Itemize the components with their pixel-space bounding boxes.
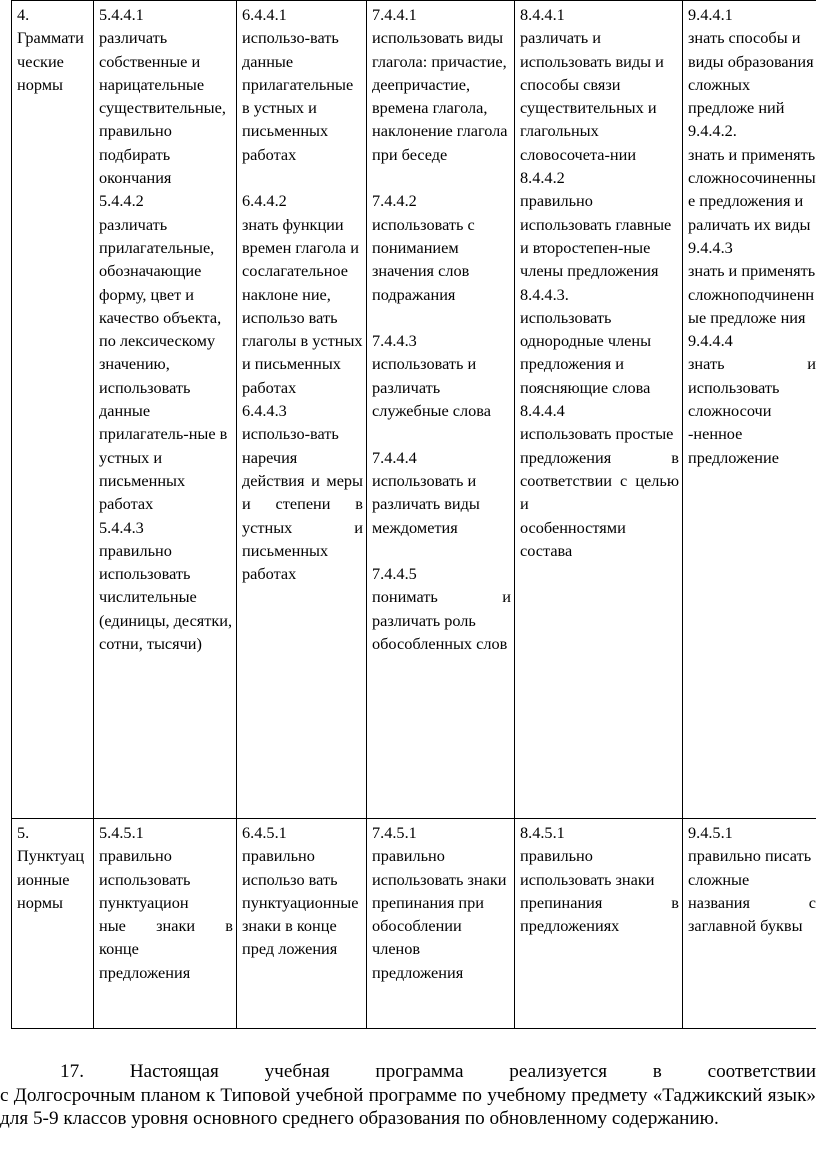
cell-grade6-punctuation: 6.4.5.1 правильно использо вать пунктуационные знаки в конце пред ложения xyxy=(237,819,367,1029)
standards-table xyxy=(11,0,816,1029)
justified-text: ные знаки в xyxy=(99,916,233,936)
program-note xyxy=(0,1060,816,1131)
justified-text: препинания в xyxy=(520,892,679,912)
cell-grade9-grammar: 9.4.4.1 знать способы и виды образования сложных предложе ний 9.4.4.2. знать и применять сложносочиненные предложения и раличать их виды 9.4.4.3 знать и применять сложноподчиненные предложе ния 9.4.4.4 знать и использовать сложносочи -ненное предложение xyxy=(683,1,816,819)
justified-text: названия с xyxy=(688,892,816,912)
note-body: с Долгосрочным планом к Типовой учебной программе по учебному предмету «Таджикский язык» для 5-9 классов уровня основного среднего образования по обновленному содержанию. xyxy=(0,1084,816,1129)
cell-grade8-punctuation: 8.4.5.1 правильно использовать знаки препинания в предложениях xyxy=(515,819,683,1029)
justified-text: понимать и xyxy=(372,587,511,607)
cell-grade7-punctuation: 7.4.5.1 правильно использовать знаки препинания при обособлении членов предложения xyxy=(367,819,515,1029)
table-row-grammar xyxy=(12,1,816,819)
table-row-punctuation xyxy=(12,819,816,1029)
note-first-line: 17. Настоящая учебная программа реализуется в соответствии xyxy=(60,1061,816,1082)
row-label-punctuation: 5. Пунктуационные нормы xyxy=(12,819,94,1029)
cell-grade5-grammar: 5.4.4.1 различать собственные и нарицательные существительные, правильно подбирать окончания 5.4.4.2 различать прилагательные, обозначающие форму, цвет и качество объекта, по лексическому значению, использовать данные прилагатель-ные в устных и письменных работах 5.4.4.3 правильно использовать числительные (единицы, десятки, сотни, тысячи) xyxy=(94,1,237,819)
cell-grade9-punctuation: 9.4.5.1 правильно писать сложные названия с заглавной буквы xyxy=(683,819,816,1029)
cell-grade7-grammar: 7.4.4.1 использовать виды глагола: причастие, деепричастие, времена глагола, наклонение глагола при беседе 7.4.4.2 использовать с пониманием значения слов подражания 7.4.4.3 использовать и различать служебные слова 7.4.4.4 использовать и различать виды междометия 7.4.4.5 понимать и различать роль обособленных слов xyxy=(367,1,515,819)
row-label-grammar: 4. Грамматические нормы xyxy=(12,1,94,819)
cell-grade8-grammar: 8.4.4.1 различать и использовать виды и способы связи существительных и глагольных словосочета-нии 8.4.4.2 правильно использовать главные и второстепен-ные члены предложения 8.4.4.3. использовать однородные члены предложения и поясняющие слова 8.4.4.4 использовать простые предложения в соответствии с целью и особенностями состава xyxy=(515,1,683,819)
justified-text: предложения в соответствии с целью и xyxy=(520,447,679,514)
cell-grade5-punctuation: 5.4.5.1 правильно использовать пунктуацион ные знаки в конце предложения xyxy=(94,819,237,1029)
justified-text: знать и xyxy=(688,354,816,374)
justified-text: использо-вать наречия действия и меры и степени в устных и xyxy=(242,424,363,537)
cell-grade6-grammar: 6.4.4.1 использо-вать данные прилагательные в устных и письменных работах 6.4.4.2 знать функции времен глагола и сослагательное наклоне ние, использо вать глаголы в устных и письменных работах 6.4.4.3 использо-вать наречия действия и меры и степени в устных и письменных работах xyxy=(237,1,367,819)
